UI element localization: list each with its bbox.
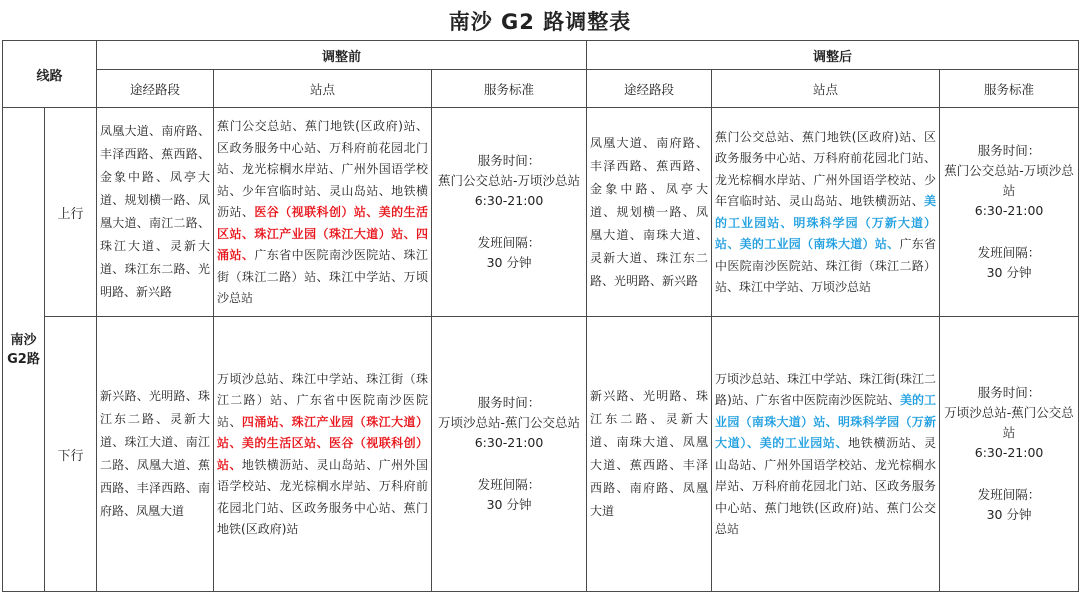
stops-text: 广东省中医院南沙医院站、珠江街（珠江二路）站、珠江中学站、万顷沙总站 [217, 248, 429, 306]
stops-text: 广东省中医院南沙医院站、珠江街（珠江二路）站、珠江中学站、万顷沙总站 [715, 237, 937, 295]
table-row [3, 108, 1079, 317]
before-header: 调整前 [97, 41, 587, 70]
before-down-service [432, 317, 587, 592]
service-hours: 6:30-21:00 [474, 193, 544, 209]
service-time-route: 蕉门公交总站-万顷沙总站 [944, 163, 1074, 199]
before-stops-header: 站点 [214, 70, 432, 108]
direction-down: 下行 [45, 317, 97, 592]
service-hours: 6:30-21:00 [974, 445, 1044, 461]
table-row [3, 317, 1079, 592]
interval-label: 发班间隔： [477, 235, 541, 251]
service-time-route: 万顷沙总站-蕉门公交总站 [438, 415, 581, 431]
after-up-service [940, 108, 1079, 317]
interval-label: 发班间隔： [977, 245, 1041, 261]
after-down-route: 新兴路、光明路、珠江东二路、灵新大道、南珠大道、凤凰大道、蕉西路、丰泽西路、南府路、凤凰大道 [587, 317, 712, 592]
interval-value: 30 分钟 [986, 265, 1032, 281]
before-service-header: 服务标准 [432, 70, 587, 108]
before-down-route: 新兴路、光明路、珠江东二路、灵新大道、珠江大道、南江二路、凤凰大道、蕉西路、丰泽西路、南府路、凤凰大道 [97, 317, 214, 592]
interval-value: 30 分钟 [986, 507, 1032, 523]
before-route-header: 途经路段 [97, 70, 214, 108]
interval-value: 30 分钟 [486, 497, 532, 513]
after-down-stops [712, 317, 940, 592]
interval-label: 发班间隔： [477, 477, 541, 493]
before-down-stops [214, 317, 432, 592]
after-stops-header: 站点 [712, 70, 940, 108]
after-service-header: 服务标准 [940, 70, 1079, 108]
after-up-stops [712, 108, 940, 317]
after-route-header: 途经路段 [587, 70, 712, 108]
before-up-route: 凤凰大道、南府路、丰泽西路、蕉西路、金象中路、凤亭大道、规划横一路、凤凰大道、南江二路、珠江大道、灵新大道、珠江东二路、光明路、新兴路 [97, 108, 214, 317]
line-header: 线路 [3, 41, 97, 108]
route-adjustment-table [2, 40, 1079, 592]
line-name-cell: 南沙G2路 [3, 108, 45, 592]
interval-value: 30 分钟 [486, 255, 532, 271]
after-up-route: 凤凰大道、南府路、丰泽西路、蕉西路、金象中路、凤亭大道、规划横一路、凤凰大道、南珠大道、灵新大道、珠江东二路、光明路、新兴路 [587, 108, 712, 317]
service-hours: 6:30-21:00 [474, 435, 544, 451]
stops-text: 地铁横沥站、灵山岛站、广州外国语学校站、龙光棕榈水岸站、万科府前花园北门站、区政务服务中心站、蕉门地铁(区政府)站、蕉门公交总站 [715, 436, 937, 537]
before-up-service [432, 108, 587, 317]
stops-text: 蕉门公交总站、蕉门地铁(区政府)站、区政务服务中心站、万科府前花园北门站、龙光棕榈水岸站、广州外国语学校站、少年宫临时站、灵山岛站、地铁横沥站、 [217, 119, 429, 220]
removed-stops-highlight: 医谷（视联科创）站、美的生活区站、珠江产业园（珠江大道）站、四涌站、 [217, 205, 429, 263]
stops-text: 蕉门公交总站、蕉门地铁(区政府)站、区政务服务中心站、万科府前花园北门站、龙光棕榈水岸站、广州外国语学校站、少年宫临时站、灵山岛站、地铁横沥站、 [715, 129, 937, 209]
service-time-label: 服务时间： [977, 385, 1041, 401]
interval-label: 发班间隔： [977, 487, 1041, 503]
service-hours: 6:30-21:00 [974, 203, 1044, 219]
after-down-service [940, 317, 1079, 592]
added-stops-highlight: 美的工业园（南珠大道）站、明珠科学园（万新大道）、美的工业园站、 [715, 393, 937, 451]
stops-text: 万顷沙总站、珠江中学站、珠江街（珠江二路）站、广东省中医院南沙医院站、 [217, 371, 429, 429]
service-time-route: 蕉门公交总站-万顷沙总站 [438, 173, 581, 189]
service-time-label: 服务时间： [477, 153, 541, 169]
service-time-label: 服务时间： [477, 395, 541, 411]
after-header: 调整后 [587, 41, 1079, 70]
stops-text: 万顷沙总站、珠江中学站、珠江街(珠江二路)站、广东省中医院南沙医院站、 [715, 371, 937, 408]
service-time-label: 服务时间： [977, 143, 1041, 159]
page-title: 南沙 G2 路调整表 [448, 10, 632, 34]
added-stops-highlight: 美的工业园站、明珠科学园（万新大道）站、美的工业园（南珠大道）站、 [715, 194, 937, 252]
removed-stops-highlight: 四涌站、珠江产业园（珠江大道）站、美的生活区站、医谷（视联科创）站、 [217, 414, 429, 472]
direction-up: 上行 [45, 108, 97, 317]
stops-text: 地铁横沥站、灵山岛站、广州外国语学校站、龙光棕榈水岸站、万科府前花园北门站、区政务服务中心站、蕉门地铁(区政府)站 [217, 457, 429, 537]
service-time-route: 万顷沙总站-蕉门公交总站 [944, 405, 1074, 441]
before-up-stops [214, 108, 432, 317]
